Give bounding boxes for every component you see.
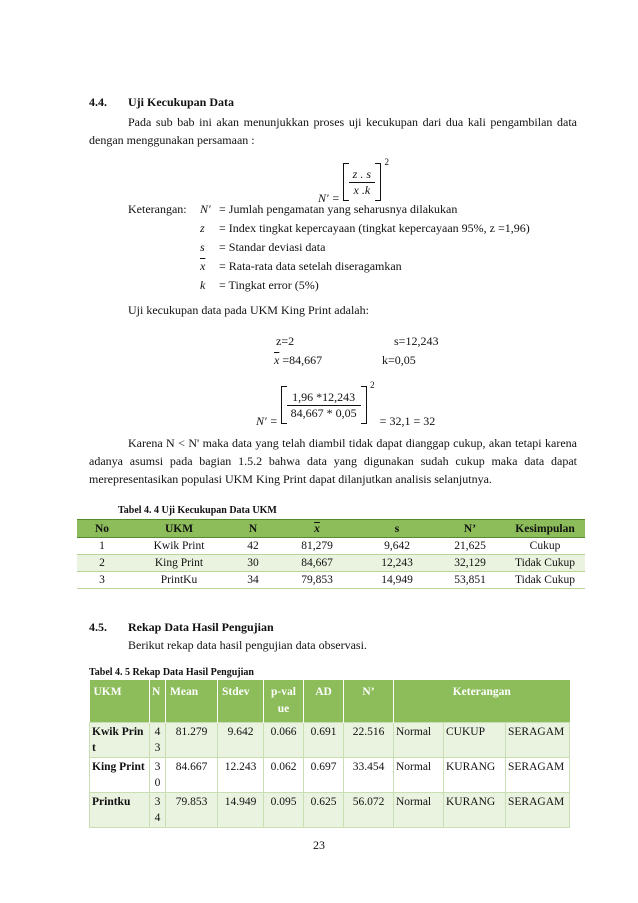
cell: PrintKu (127, 572, 231, 589)
col-pvalue: p-value (264, 680, 304, 723)
cell: 2 (77, 555, 127, 572)
table-row (90, 793, 570, 828)
cell: 30 (150, 758, 166, 793)
keterangan-list (200, 202, 530, 297)
col-nprime: N’ (435, 520, 505, 538)
cell: 0.062 (264, 758, 304, 793)
section-title-4-4: Uji Kecukupan Data (128, 95, 235, 109)
cell: 79.853 (166, 793, 218, 828)
table-row (77, 555, 585, 572)
formula-bracket (343, 157, 390, 201)
col-s: s (359, 520, 435, 538)
cell: KURANG (444, 758, 506, 793)
table-row (90, 758, 570, 793)
table-row (77, 572, 585, 589)
formula-power: 2 (384, 157, 390, 167)
cell: 12.243 (218, 758, 264, 793)
cell: 9.642 (218, 723, 264, 758)
cell: 79,853 (275, 572, 359, 589)
section-4-5-intro: Berikut rekap data hasil pengujian data observasi. (128, 638, 367, 652)
intro-paragraph: Pada sub bab ini akan menunjukkan proses uji kecukupan dari dua kali pengambilan data dengan menggunakan persamaan : (89, 115, 577, 147)
section-title-4-5: Rekap Data Hasil Pengujian (128, 620, 274, 634)
col-kesimpulan: Kesimpulan (505, 520, 585, 538)
cell: 33.454 (344, 758, 394, 793)
cell: 1 (77, 538, 127, 555)
keterangan-desc: = Standar deviasi data (219, 240, 326, 254)
cell: 34 (231, 572, 275, 589)
col-xbar (275, 520, 359, 538)
col-keterangan: Keterangan (394, 680, 570, 723)
cell: 43 (150, 723, 166, 758)
calc-fraction (287, 390, 361, 421)
formula-sample-size (318, 157, 390, 206)
cell: 56.072 (344, 793, 394, 828)
col-mean: Mean (166, 680, 218, 723)
table-header-row (77, 520, 585, 538)
cell: 22.516 (344, 723, 394, 758)
table-4-5 (89, 680, 570, 828)
cell: 0.691 (304, 723, 344, 758)
uji-intro: Uji kecukupan data pada UKM King Print adalah: (128, 303, 369, 317)
calc-power: 2 (370, 380, 375, 390)
calc-result: = 32,1 = 32 (379, 413, 436, 428)
cell: SERAGAM (506, 758, 570, 793)
keterangan-row (200, 278, 530, 297)
keterangan-symbol: N' (200, 202, 211, 216)
cell: 21,625 (435, 538, 505, 555)
cell: KURANG (444, 793, 506, 828)
cell: 34 (150, 793, 166, 828)
cell: 42 (231, 538, 275, 555)
cell: 84,667 (275, 555, 359, 572)
value-x (274, 353, 322, 368)
keterangan-desc: = Jumlah pengamatan yang seharusnya dilakukan (219, 202, 458, 216)
cell: Tidak Cukup (505, 572, 585, 589)
keterangan-desc: = Tingkat error (5%) (219, 278, 319, 292)
conclusion-paragraph: Karena N < N' maka data yang telah diambil tidak dapat dianggap cukup, akan tetapi karena adanya asumsi pada bagian 1.5.2 bahwa data yang digunakan sudah cukup maka data dapat merepresentasikan populasi UKM King Print dapat dilanjutkan analisis selanjutnya. (89, 436, 577, 486)
col-no: No (77, 520, 127, 538)
cell: 81,279 (275, 538, 359, 555)
cell: Normal (394, 758, 444, 793)
keterangan-row (200, 259, 530, 278)
keterangan-symbol: s (200, 240, 205, 254)
x-bar-value: =84,667 (282, 353, 323, 367)
cell: 0.095 (264, 793, 304, 828)
col-stdev: Stdev (218, 680, 264, 723)
cell: SERAGAM (506, 723, 570, 758)
col-ukm: UKM (127, 520, 231, 538)
section-number-4-4: 4.4. (89, 95, 107, 109)
conclusion-block (89, 434, 577, 488)
keterangan-desc: = Rata-rata data setelah diseragamkan (219, 259, 402, 273)
cell-ukm: King Print (90, 758, 150, 793)
col-ad: AD (304, 680, 344, 723)
calculation (256, 380, 436, 429)
cell: Normal (394, 723, 444, 758)
formula-numerator: z . s (349, 167, 375, 183)
right-bracket-icon (361, 386, 367, 424)
calc-lhs: N' = (256, 413, 278, 428)
keterangan-label: Keterangan: (128, 202, 187, 216)
right-bracket-icon (375, 163, 381, 201)
cell: 30 (231, 555, 275, 572)
page-number: 23 (313, 838, 325, 852)
cell: 0.625 (304, 793, 344, 828)
table-4-4 (77, 519, 585, 589)
x-bar-header: $\overline{x}$ (314, 522, 320, 535)
cell: 12,243 (359, 555, 435, 572)
cell: 0.697 (304, 758, 344, 793)
table-4-5-caption: Tabel 4. 5 Rekap Data Hasil Pengujian (89, 667, 254, 678)
formula-lhs: N' = (318, 190, 340, 205)
x-bar-symbol: $\overline{x}$ (274, 353, 280, 367)
cell: 0.066 (264, 723, 304, 758)
cell: 81.279 (166, 723, 218, 758)
cell: CUKUP (444, 723, 506, 758)
section-4-4-intro (89, 113, 577, 149)
value-z: z=2 (276, 334, 295, 348)
cell: 9,642 (359, 538, 435, 555)
cell: 14,949 (359, 572, 435, 589)
col-n: N (150, 680, 166, 723)
cell: Cukup (505, 538, 585, 555)
keterangan-row (200, 221, 530, 240)
cell: Normal (394, 793, 444, 828)
formula-fraction (349, 167, 375, 198)
keterangan-row (200, 240, 530, 259)
table-row (77, 538, 585, 555)
calc-denominator: 84,667 * 0,05 (290, 405, 357, 420)
keterangan-desc: = Index tingkat kepercayaan (tingkat kepercayaan 95%, z =1,96) (219, 221, 530, 235)
cell: SERAGAM (506, 793, 570, 828)
col-n: N (231, 520, 275, 538)
keterangan-symbol: z (200, 221, 205, 235)
cell: Tidak Cukup (505, 555, 585, 572)
cell: 53,851 (435, 572, 505, 589)
cell-ukm: Printku (90, 793, 150, 828)
cell: 84.667 (166, 758, 218, 793)
value-s: s=12,243 (394, 334, 439, 348)
cell: Kwik Print (127, 538, 231, 555)
keterangan-symbol: $\overline{x}$ (200, 259, 206, 273)
cell: King Print (127, 555, 231, 572)
table-row (90, 723, 570, 758)
col-nprime: N’ (344, 680, 394, 723)
formula-denominator: x .k (353, 182, 371, 197)
keterangan-row (200, 202, 530, 221)
cell-ukm: Kwik Print (90, 723, 150, 758)
section-number-4-5: 4.5. (89, 620, 107, 634)
cell: 14.949 (218, 793, 264, 828)
keterangan-symbol: k (200, 278, 206, 292)
table-4-4-caption: Tabel 4. 4 Uji Kecukupan Data UKM (118, 505, 277, 516)
calc-numerator: 1,96 *12,243 (287, 390, 361, 406)
calc-bracket (281, 380, 375, 424)
cell: 3 (77, 572, 127, 589)
cell: 32,129 (435, 555, 505, 572)
table-header-row (90, 680, 570, 723)
col-ukm: UKM (90, 680, 150, 723)
value-k: k=0,05 (382, 353, 416, 367)
